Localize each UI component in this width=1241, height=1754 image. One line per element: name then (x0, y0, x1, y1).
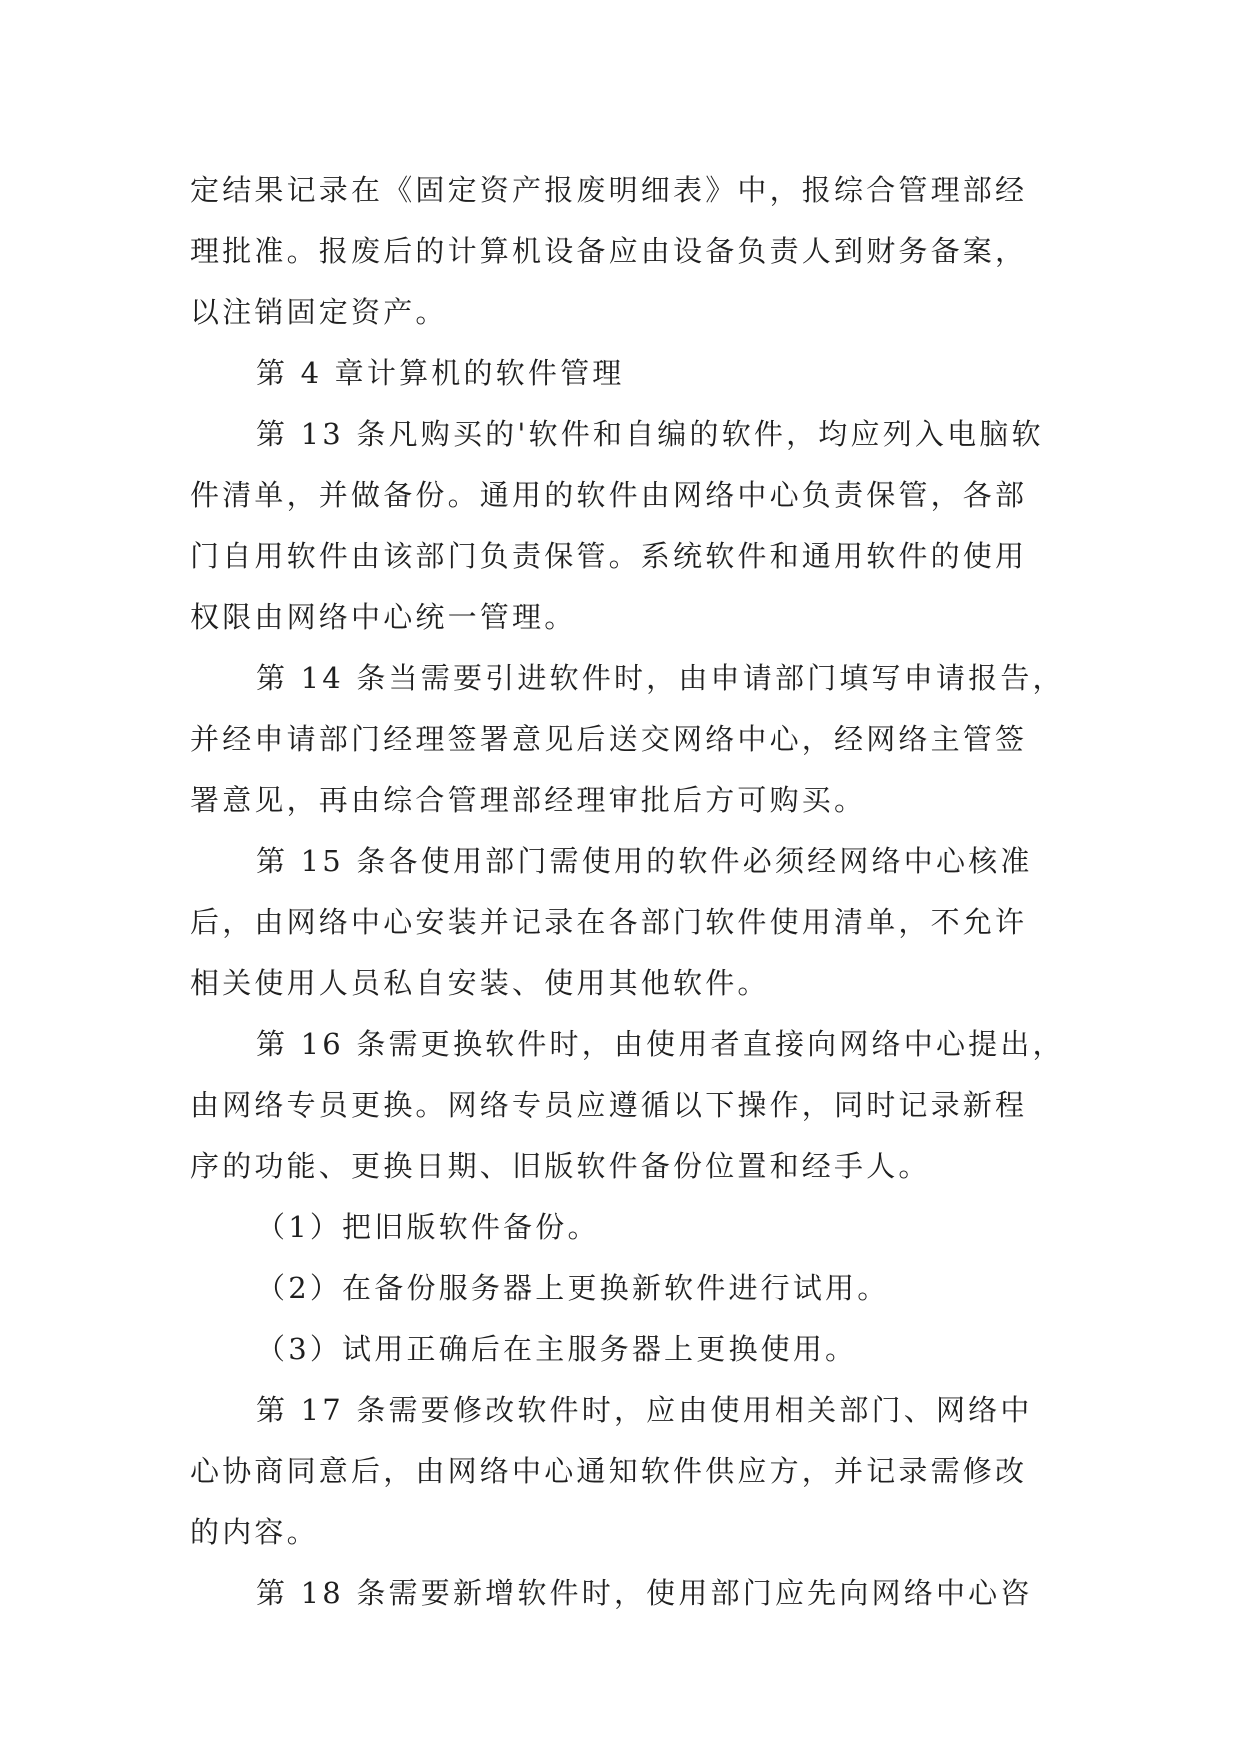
document-body (190, 160, 1065, 1624)
article-15-start: 第 15 条各使用部门需使用的软件必须经网络中心核准 (256, 844, 1033, 878)
text-line: 定结果记录在《固定资产报废明细表》中，报综合管理部经 (190, 173, 1028, 207)
article-14-start: 第 14 条当需要引进软件时，由申请部门填写申请报告， (256, 661, 1065, 695)
text-line: 权限由网络中心统一管理。 (190, 600, 577, 634)
text-line: 门自用软件由该部门负责保管。系统软件和通用软件的使用 (190, 539, 1028, 573)
article-17-start: 第 17 条需要修改软件时，应由使用相关部门、网络中 (256, 1393, 1033, 1427)
chapter-heading: 第 4 章计算机的软件管理 (256, 356, 625, 390)
text-line: 并经申请部门经理签署意见后送交网络中心，经网络主管签 (190, 722, 1028, 756)
list-item-2: （2）在备份服务器上更换新软件进行试用。 (256, 1271, 890, 1305)
text-line: 署意见，再由综合管理部经理审批后方可购买。 (190, 783, 867, 817)
text-line: 件清单，并做备份。通用的软件由网络中心负责保管，各部 (190, 478, 1028, 512)
text-line: 由网络专员更换。网络专员应遵循以下操作，同时记录新程 (190, 1088, 1028, 1122)
text-line: 相关使用人员私自安装、使用其他软件。 (190, 966, 770, 1000)
text-line: 心协商同意后，由网络中心通知软件供应方，并记录需修改 (190, 1454, 1028, 1488)
article-13-start: 第 13 条凡购买的'软件和自编的软件，均应列入电脑软 (256, 417, 1044, 451)
article-18-start: 第 18 条需要新增软件时，使用部门应先向网络中心咨 (256, 1576, 1033, 1610)
text-line: 以注销固定资产。 (190, 295, 448, 329)
text-line: 的内容。 (190, 1515, 319, 1549)
list-item-1: （1）把旧版软件备份。 (256, 1210, 600, 1244)
text-line: 理批准。报废后的计算机设备应由设备负责人到财务备案， (190, 234, 1028, 268)
text-line: 序的功能、更换日期、旧版软件备份位置和经手人。 (190, 1149, 931, 1183)
article-16-start: 第 16 条需更换软件时，由使用者直接向网络中心提出， (256, 1027, 1065, 1061)
text-line: 后，由网络中心安装并记录在各部门软件使用清单，不允许 (190, 905, 1028, 939)
list-item-3: （3）试用正确后在主服务器上更换使用。 (256, 1332, 858, 1366)
